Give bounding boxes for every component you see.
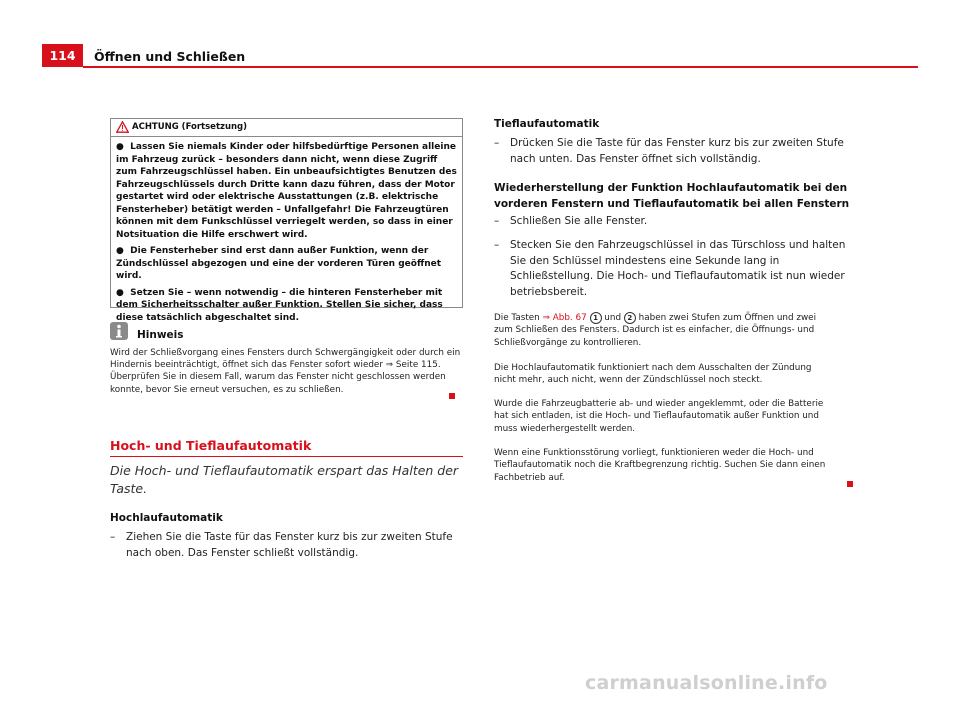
end-marker-icon xyxy=(847,481,853,487)
watermark: carmanualsonline.info xyxy=(585,672,828,694)
section-intro: Die Hoch- und Tieflaufautomatik erspart das Halten der Taste. xyxy=(110,463,459,496)
restore-title: Wiederherstellung der Funktion Hochlaufautomatik bei den vorderen Fenstern und Tieflaufautomatik bei allen Fenstern xyxy=(494,182,850,210)
restore-step: – Stecken Sie den Fahrzeugschlüssel in das Türschloss und halten Sie den Schlüssel mindestens eine Sekunde lang in Schließstellung. Die Hoch- und Tieflaufautomatik ist nun wieder betriebsbereit. xyxy=(494,239,846,298)
warning-title: ACHTUNG (Fortsetzung) xyxy=(132,122,248,132)
hint-title: Hinweis xyxy=(137,329,184,341)
page-title: Öffnen und Schließen xyxy=(94,49,246,64)
restore-step: – Schließen Sie alle Fenster. xyxy=(494,215,648,227)
warning-body xyxy=(116,141,458,328)
callout-2: 2 xyxy=(624,312,636,324)
bullet-icon: ● xyxy=(116,246,124,256)
figure-link[interactable]: ⇒ Abb. 67 xyxy=(542,313,587,323)
section-rule xyxy=(110,456,463,457)
warning-item: ● Lassen Sie niemals Kinder oder hilfsbedürftige Personen alleine im Fahrzeug zurück – besonders dann nicht, wenn diese Zugriff zum Fahrzeugschlüssel haben. Ein unbeaufsichtigtes Benutzen des Fahrzeugschlüssels durch Dritte kann dazu führen, dass der Motor gestartet wird oder elektrische Ausstattungen (z.B. elektrische Fensterheber) betätigt werden – Unfallgefahr! Die Fahrzeugtüren können mit dem Funkschlüssel verriegelt werden, so dass in einer Notsituation die Hilfe erschwert wird. xyxy=(116,142,457,240)
paragraph-ignition: Die Hochlaufautomatik funktioniert nach dem Ausschalten der Zündung nicht mehr, auch nicht, wenn der Zündschlüssel noch steckt. xyxy=(494,363,812,386)
page-link[interactable]: ⇒ Seite 115 xyxy=(385,360,438,371)
warning-header xyxy=(111,119,462,137)
bullet-icon: ● xyxy=(116,142,124,152)
warning-item: ● Die Fensterheber sind erst dann außer Funktion, wenn der Zündschlüssel abgezogen und eine der vorderen Türen geöffnet wird. xyxy=(116,246,442,281)
hochlauf-step: – Ziehen Sie die Taste für das Fenster kurz bis zur zweiten Stufe nach oben. Das Fenster schließt vollständig. xyxy=(110,531,453,559)
end-marker-icon xyxy=(449,393,455,399)
hint-text: Wird der Schließvorgang eines Fensters durch Schwergängigkeit oder durch ein Hindernis beeinträchtigt, öffnet sich das Fenster sofort wieder ⇒ Seite 115. Überprüfen Sie in diesem Fall, warum das Fenster nicht geschlossen werden konnte, bevor Sie erneut versuchen, es zu schließen. xyxy=(110,348,461,395)
warning-item: ● Setzen Sie – wenn notwendig – die hinteren Fensterheber mit dem Sicherheitsschalter außer Funktion. Stellen Sie sicher, dass diese tatsächlich abgeschaltet sind. xyxy=(116,287,443,323)
warning-box xyxy=(110,118,463,323)
hochlauf-title: Hochlaufautomatik xyxy=(110,512,223,524)
paragraph-battery: Wurde die Fahrzeugbatterie ab- und wieder angeklemmt, oder die Batterie hat sich entladen, ist die Hoch- und Tieflaufautomatik außer Funktion und muss wiederhergestellt werden. xyxy=(494,399,824,434)
header-rule xyxy=(83,66,918,68)
info-icon xyxy=(110,322,128,340)
bullet-icon: ● xyxy=(116,287,124,298)
warning-triangle-icon xyxy=(116,121,129,133)
page-number: 114 xyxy=(42,44,83,67)
tieflauf-step: – Drücken Sie die Taste für das Fenster kurz bis zur zweiten Stufe nach unten. Das Fenster öffnet sich vollständig. xyxy=(494,137,844,165)
tieflauf-title: Tieflaufautomatik xyxy=(494,118,600,130)
paragraph-malfunction: Wenn eine Funktionsstörung vorliegt, funktionieren weder die Hoch- und Tieflaufautomatik noch die Kraftbegrenzung richtig. Suchen Sie dann einen Fachbetrieb auf. xyxy=(494,448,826,483)
paragraph-buttons: Die Tasten ⇒ Abb. 67 1 und 2 haben zwei Stufen zum Öffnen und zwei zum Schließen des Fensters. Dadurch ist es einfacher, die Öffnungs- und Schließvorgänge zu kontrollieren. xyxy=(494,313,817,348)
section-title: Hoch- und Tieflaufautomatik xyxy=(110,438,312,453)
callout-1: 1 xyxy=(590,312,602,324)
